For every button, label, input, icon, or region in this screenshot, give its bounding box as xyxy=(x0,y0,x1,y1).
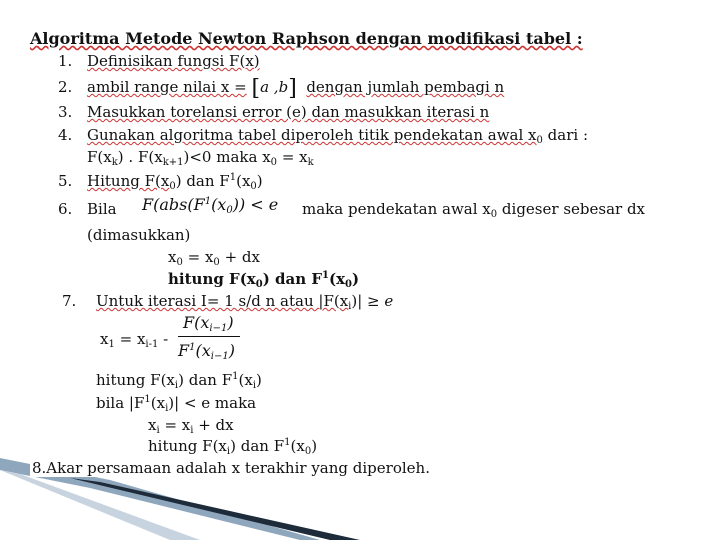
denom-sub: i−1 xyxy=(210,351,229,362)
s7-a: Untuk iterasi I= 1 s/d n atau |F(x xyxy=(96,292,349,310)
lhs-eq-sub: i-1 xyxy=(145,339,159,350)
s7a-d: ) xyxy=(256,371,262,389)
step-4-post: dari : xyxy=(542,126,589,144)
step-6-rest xyxy=(302,200,645,218)
s7-sub: i xyxy=(348,301,352,312)
s7c-sub-2: i xyxy=(190,425,194,436)
step-4-sub: 0 xyxy=(536,135,543,146)
lhs-minus: - xyxy=(158,330,169,348)
step-8-text: 8.Akar persamaan adalah x terakhir yang diperoleh. xyxy=(32,459,430,477)
numer-a: F(x xyxy=(183,313,210,332)
s7a-sub-2: i xyxy=(252,380,257,391)
s7d-sub-2: 0 xyxy=(304,446,312,457)
step-6-number: 6. xyxy=(58,200,73,218)
s7a-sup: 1 xyxy=(232,371,239,382)
denom-sup: 1 xyxy=(189,342,196,353)
numer-sub: i−1 xyxy=(209,323,228,334)
lhs-sub: 1 xyxy=(108,339,115,350)
step-6-formula xyxy=(142,196,278,214)
range-values: a ,b xyxy=(260,78,289,96)
step-4-text xyxy=(87,126,588,144)
fraction-numerator xyxy=(183,314,234,332)
s6d-sub-2: 0 xyxy=(345,279,353,290)
f6-sup: 1 xyxy=(204,196,212,207)
step-4-condition xyxy=(87,148,314,166)
s6-rest-sub: 0 xyxy=(490,209,498,220)
step-6-bila: Bila xyxy=(87,200,117,218)
f6-sub: 0 xyxy=(226,205,233,216)
s7a-sub-1: i xyxy=(174,380,179,391)
f6-b: (x xyxy=(211,195,227,214)
s7d-b: ) dan F xyxy=(230,437,285,455)
step-6-update xyxy=(168,248,260,266)
fraction-denominator xyxy=(178,342,235,360)
step-7-update xyxy=(148,416,234,434)
s5-d: ) xyxy=(256,172,263,190)
s7b-c: )| < e maka xyxy=(168,394,257,412)
f6-a: F(abs(F xyxy=(142,195,205,214)
step-2-pre: ambil range nilai x = xyxy=(87,78,247,96)
s7b-b: (x xyxy=(150,394,166,412)
cond-sub-3: 0 xyxy=(270,157,278,168)
s7b-a: bila |F xyxy=(96,394,145,412)
s7-ge: ≥ e xyxy=(362,292,394,310)
step-4-number: 4. xyxy=(58,126,73,144)
s6d-sub-1: 0 xyxy=(255,279,263,290)
s5-b: ) dan F xyxy=(175,172,230,190)
lhs-x: x xyxy=(100,330,109,348)
step-7-text xyxy=(96,292,393,310)
page-title: Algoritma Metode Newton Raphson dengan modifikasi tabel : xyxy=(30,29,583,48)
cond-a: F(x xyxy=(87,148,112,166)
cond-c: )<0 maka x xyxy=(183,148,271,166)
step-6-recompute xyxy=(168,270,359,288)
s5-sup: 1 xyxy=(229,172,237,183)
s7d-sup: 1 xyxy=(284,437,291,448)
numer-close: ) xyxy=(227,313,234,332)
step-1-label: Definisikan fungsi F(x) xyxy=(87,52,260,70)
s5-a: Hitung F(x xyxy=(87,172,170,190)
step-3-label: Masukkan torelansi error (e) dan masukkan iterasi n xyxy=(87,103,490,121)
s7d-a: hitung F(x xyxy=(148,437,227,455)
s7d-d: ) xyxy=(311,437,318,455)
denom-close: ) xyxy=(228,341,235,360)
s5-sub-2: 0 xyxy=(250,181,257,192)
s7d-c: (x xyxy=(290,437,305,455)
s6d-d: ) xyxy=(352,270,360,288)
s5-sub-1: 0 xyxy=(169,181,176,192)
step-3-text xyxy=(87,103,489,121)
fraction-bar xyxy=(178,336,240,337)
s7a-c: (x xyxy=(238,371,253,389)
s6d-a: hitung F(x xyxy=(168,270,256,288)
step-4-pre: Gunakan algoritma tabel diperoleh titik pendekatan awal x xyxy=(87,126,537,144)
s6c-sub-1: 0 xyxy=(176,257,183,268)
cond-d: = x xyxy=(277,148,308,166)
s7a-b: ) dan F xyxy=(178,371,233,389)
cond-sub-2: k+1 xyxy=(162,157,184,168)
s6d-c: (x xyxy=(329,270,346,288)
step-7-condition xyxy=(96,394,256,412)
s7b-sub: i xyxy=(165,403,169,414)
s6-rest-a: maka pendekatan awal x xyxy=(302,200,491,218)
s6d-sup: 1 xyxy=(322,270,329,281)
lhs-eq: = x xyxy=(114,330,146,348)
step-5-number: 5. xyxy=(58,172,73,190)
step-6-note: (dimasukkan) xyxy=(87,226,191,244)
step-1-number: 1. xyxy=(58,52,73,70)
s7c-b: = x xyxy=(159,416,191,434)
s6c-a: x xyxy=(168,248,177,266)
step-5-text xyxy=(87,172,263,190)
step-7-compute xyxy=(96,371,262,389)
step-1-text xyxy=(87,52,260,70)
denom-a: F xyxy=(178,341,190,360)
s7a-a: hitung F(x xyxy=(96,371,175,389)
s7-b: )| xyxy=(351,292,363,310)
s7c-c: + dx xyxy=(193,416,234,434)
f6-c: )) < e xyxy=(232,195,279,214)
cond-sub-1: k xyxy=(111,157,118,168)
s7d-sub-1: i xyxy=(226,446,231,457)
s7c-a: x xyxy=(148,416,157,434)
step-2-number: 2. xyxy=(58,78,73,96)
step-3-number: 3. xyxy=(58,103,73,121)
denom-b: (x xyxy=(195,341,211,360)
step-7-lhs xyxy=(100,330,168,348)
step-7-number: 7. xyxy=(62,292,77,310)
s6d-b: ) dan F xyxy=(262,270,323,288)
bracket-right: ] xyxy=(288,76,297,101)
s6c-sub-2: 0 xyxy=(213,257,220,268)
s7c-sub-1: i xyxy=(156,425,160,436)
decorative-swoosh xyxy=(0,440,720,540)
cond-b: ) . F(x xyxy=(117,148,163,166)
bracket-left: [ xyxy=(251,76,261,101)
s6c-c: + dx xyxy=(219,248,260,266)
step-2-text xyxy=(87,76,505,101)
s5-c: (x xyxy=(236,172,251,190)
cond-sub-4: k xyxy=(307,157,314,168)
s7b-sup: 1 xyxy=(144,394,151,405)
s6c-b: = x xyxy=(182,248,214,266)
s6-rest-b: digeser sebesar dx xyxy=(497,200,646,218)
step-2-post: dengan jumlah pembagi n xyxy=(306,78,505,96)
